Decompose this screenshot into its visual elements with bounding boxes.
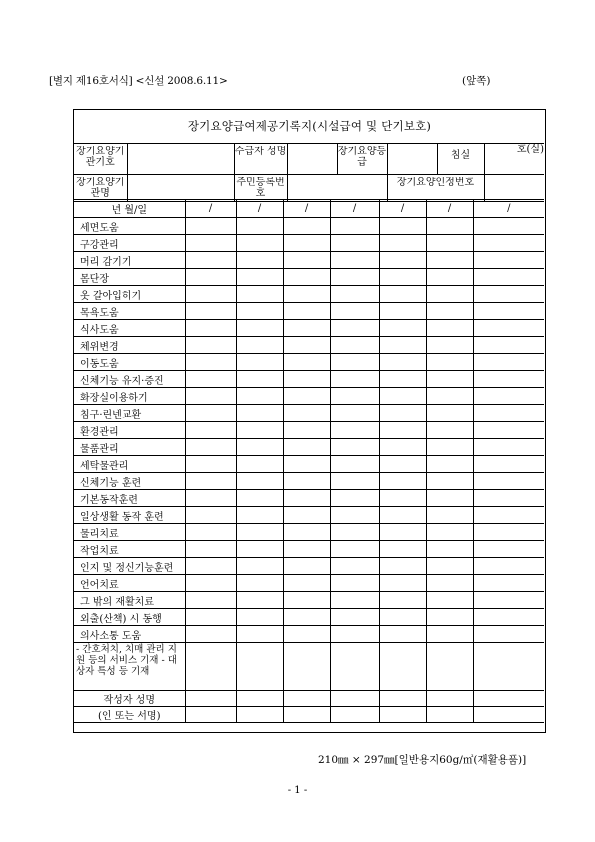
service-check-cell[interactable] (473, 388, 544, 405)
service-check-cell[interactable] (236, 507, 283, 524)
service-check-cell[interactable] (379, 286, 426, 303)
service-check-cell[interactable] (426, 456, 473, 473)
service-check-cell[interactable] (283, 354, 330, 371)
service-check-cell[interactable] (379, 473, 426, 490)
service-row (74, 575, 544, 592)
service-label: 세탁물관리 (74, 456, 185, 473)
service-check-cell[interactable] (426, 371, 473, 388)
service-check-cell[interactable] (330, 320, 379, 337)
service-row (74, 456, 544, 473)
service-check-cell[interactable] (236, 575, 283, 592)
service-check-cell[interactable] (473, 303, 544, 320)
service-check-cell[interactable] (185, 439, 236, 456)
service-check-cell[interactable] (185, 507, 236, 524)
service-check-cell[interactable] (330, 524, 379, 541)
service-check-cell[interactable] (379, 337, 426, 354)
service-check-cell[interactable] (283, 456, 330, 473)
service-check-cell[interactable] (330, 286, 379, 303)
form-number-label: [별지 제16호서식] <신설 2008.6.11> (49, 75, 228, 87)
service-check-cell[interactable] (236, 235, 283, 252)
service-check-cell[interactable] (185, 405, 236, 422)
service-row (74, 558, 544, 575)
service-check-cell[interactable] (330, 592, 379, 609)
service-check-cell[interactable] (379, 388, 426, 405)
service-check-cell[interactable] (426, 592, 473, 609)
date-cell[interactable]: / (236, 200, 283, 218)
service-check-cell[interactable] (330, 337, 379, 354)
service-check-cell[interactable] (236, 524, 283, 541)
service-check-cell[interactable] (185, 269, 236, 286)
service-row (74, 252, 544, 269)
notes-cell[interactable] (185, 643, 236, 691)
service-label: 목욕도움 (74, 303, 185, 320)
service-label: 언어치료 (74, 575, 185, 592)
service-check-cell[interactable] (236, 592, 283, 609)
service-check-cell[interactable] (185, 524, 236, 541)
service-check-cell[interactable] (236, 473, 283, 490)
service-check-cell[interactable] (426, 269, 473, 286)
service-check-cell[interactable] (330, 422, 379, 439)
record-form (73, 109, 546, 733)
service-row (74, 235, 544, 252)
agency-code-field[interactable] (127, 144, 234, 175)
service-label: 물리치료 (74, 524, 185, 541)
service-label: 화장실이용하기 (74, 388, 185, 405)
service-check-cell[interactable] (185, 558, 236, 575)
notes-cell[interactable] (473, 643, 544, 691)
service-label: 체위변경 (74, 337, 185, 354)
service-check-cell[interactable] (426, 524, 473, 541)
service-check-cell[interactable] (473, 286, 544, 303)
service-check-cell[interactable] (330, 575, 379, 592)
service-check-cell[interactable] (185, 320, 236, 337)
service-check-cell[interactable] (330, 626, 379, 643)
service-check-cell[interactable] (185, 626, 236, 643)
service-check-cell[interactable] (185, 286, 236, 303)
service-check-cell[interactable] (426, 218, 473, 235)
service-label: 인지 및 정신기능훈련 (74, 558, 185, 575)
service-check-cell[interactable] (330, 388, 379, 405)
info-table (74, 143, 544, 202)
service-check-cell[interactable] (330, 303, 379, 320)
service-row (74, 592, 544, 609)
signer-row (74, 707, 544, 723)
service-check-cell[interactable] (236, 269, 283, 286)
service-check-cell[interactable] (185, 609, 236, 626)
service-check-cell[interactable] (426, 286, 473, 303)
service-check-cell[interactable] (236, 456, 283, 473)
service-check-cell[interactable] (283, 218, 330, 235)
service-check-cell[interactable] (426, 609, 473, 626)
service-check-cell[interactable] (330, 490, 379, 507)
signer-cell[interactable] (330, 707, 379, 723)
service-check-cell[interactable] (473, 541, 544, 558)
service-check-cell[interactable] (236, 388, 283, 405)
service-check-cell[interactable] (473, 320, 544, 337)
agency-name-field[interactable] (127, 175, 234, 202)
signer-cell[interactable] (236, 707, 283, 723)
service-row (74, 524, 544, 541)
service-check-cell[interactable] (426, 541, 473, 558)
notes-cell[interactable] (379, 643, 426, 691)
service-label: 물품관리 (74, 439, 185, 456)
service-row (74, 218, 544, 235)
service-check-cell[interactable] (379, 303, 426, 320)
service-check-cell[interactable] (185, 218, 236, 235)
service-check-cell[interactable] (379, 235, 426, 252)
service-check-cell[interactable] (283, 609, 330, 626)
service-check-cell[interactable] (283, 541, 330, 558)
service-check-cell[interactable] (185, 490, 236, 507)
service-check-cell[interactable] (426, 388, 473, 405)
service-check-cell[interactable] (236, 439, 283, 456)
signer-cell[interactable] (330, 691, 379, 707)
recipient-name-field[interactable] (287, 144, 337, 175)
service-label: 그 밖의 재활치료 (74, 592, 185, 609)
service-check-cell[interactable] (379, 405, 426, 422)
service-row (74, 354, 544, 371)
service-check-cell[interactable] (236, 541, 283, 558)
service-check-cell[interactable] (185, 252, 236, 269)
service-grid (74, 199, 544, 723)
service-check-cell[interactable] (426, 303, 473, 320)
service-check-cell[interactable] (426, 558, 473, 575)
signer-cell[interactable] (473, 691, 544, 707)
service-check-cell[interactable] (283, 320, 330, 337)
service-label: 일상생활 동작 훈련 (74, 507, 185, 524)
service-check-cell[interactable] (236, 320, 283, 337)
service-check-cell[interactable] (426, 490, 473, 507)
page-side-label: (앞쪽) (462, 75, 491, 87)
service-check-cell[interactable] (185, 235, 236, 252)
notes-cell[interactable] (330, 643, 379, 691)
service-check-cell[interactable] (379, 541, 426, 558)
service-check-cell[interactable] (283, 592, 330, 609)
service-check-cell[interactable] (379, 575, 426, 592)
service-check-cell[interactable] (473, 422, 544, 439)
service-check-cell[interactable] (283, 575, 330, 592)
service-row (74, 541, 544, 558)
service-check-cell[interactable] (330, 439, 379, 456)
service-row (74, 371, 544, 388)
service-check-cell[interactable] (473, 218, 544, 235)
service-check-cell[interactable] (283, 252, 330, 269)
service-check-cell[interactable] (473, 575, 544, 592)
service-check-cell[interactable] (330, 456, 379, 473)
service-check-cell[interactable] (330, 609, 379, 626)
service-label: 세면도움 (74, 218, 185, 235)
service-check-cell[interactable] (185, 303, 236, 320)
cert-no-label: 장기요양인정번호 (387, 175, 484, 202)
service-check-cell[interactable] (185, 388, 236, 405)
service-check-cell[interactable] (236, 626, 283, 643)
signer-cell[interactable] (236, 691, 283, 707)
service-check-cell[interactable] (236, 354, 283, 371)
service-check-cell[interactable] (283, 490, 330, 507)
signer-row (74, 691, 544, 707)
signer-cell[interactable] (426, 707, 473, 723)
service-check-cell[interactable] (379, 422, 426, 439)
service-check-cell[interactable] (236, 337, 283, 354)
service-check-cell[interactable] (236, 405, 283, 422)
service-check-cell[interactable] (379, 269, 426, 286)
service-check-cell[interactable] (473, 252, 544, 269)
service-check-cell[interactable] (185, 575, 236, 592)
notes-label: - 간호처치, 치매 관리 지원 등의 서비스 기재 - 대상자 특성 등 기재 (74, 643, 185, 691)
service-check-cell[interactable] (379, 558, 426, 575)
service-row (74, 490, 544, 507)
service-label: 식사도움 (74, 320, 185, 337)
service-label: 침구·린넨교환 (74, 405, 185, 422)
date-cell[interactable]: / (473, 200, 544, 218)
service-check-cell[interactable] (379, 592, 426, 609)
service-check-cell[interactable] (185, 422, 236, 439)
service-check-cell[interactable] (426, 405, 473, 422)
service-check-cell[interactable] (426, 337, 473, 354)
date-cell[interactable]: / (185, 200, 236, 218)
service-label: 구강관리 (74, 235, 185, 252)
resident-id-label: 주민등록번호 (234, 175, 287, 202)
service-row (74, 286, 544, 303)
service-check-cell[interactable] (283, 626, 330, 643)
service-check-cell[interactable] (283, 405, 330, 422)
signer-cell[interactable] (283, 707, 330, 723)
service-check-cell[interactable] (379, 354, 426, 371)
service-label: 신체기능 훈련 (74, 473, 185, 490)
service-check-cell[interactable] (426, 354, 473, 371)
service-check-cell[interactable] (236, 422, 283, 439)
service-label: 외출(산책) 시 동행 (74, 609, 185, 626)
service-check-cell[interactable] (185, 371, 236, 388)
service-check-cell[interactable] (330, 269, 379, 286)
service-check-cell[interactable] (379, 524, 426, 541)
service-row (74, 609, 544, 626)
service-check-cell[interactable] (236, 252, 283, 269)
service-check-cell[interactable] (473, 609, 544, 626)
service-label: 머리 감기기 (74, 252, 185, 269)
service-check-cell[interactable] (283, 269, 330, 286)
service-check-cell[interactable] (473, 626, 544, 643)
service-check-cell[interactable] (426, 252, 473, 269)
service-check-cell[interactable] (236, 558, 283, 575)
service-row (74, 303, 544, 320)
service-check-cell[interactable] (330, 235, 379, 252)
service-check-cell[interactable] (379, 626, 426, 643)
service-row (74, 626, 544, 643)
signer-cell[interactable] (283, 691, 330, 707)
service-check-cell[interactable] (330, 507, 379, 524)
form-title: 장기요양급여제공기록지(시설급여 및 단기보호) (187, 119, 432, 133)
recipient-name-label: 수급자 성명 (234, 144, 287, 175)
service-check-cell[interactable] (426, 439, 473, 456)
service-check-cell[interactable] (185, 592, 236, 609)
service-check-cell[interactable] (379, 252, 426, 269)
service-check-cell[interactable] (473, 524, 544, 541)
service-check-cell[interactable] (426, 320, 473, 337)
service-check-cell[interactable] (426, 626, 473, 643)
service-label: 신체기능 유지·증진 (74, 371, 185, 388)
service-row (74, 388, 544, 405)
date-cell[interactable]: / (379, 200, 426, 218)
service-check-cell[interactable] (236, 490, 283, 507)
notes-cell[interactable] (426, 643, 473, 691)
service-check-cell[interactable] (330, 371, 379, 388)
cert-no-field[interactable] (484, 175, 544, 202)
signer-cell[interactable] (185, 707, 236, 723)
grade-label: 장기요양등급 (337, 144, 387, 175)
service-label: 옷 갈아입히기 (74, 286, 185, 303)
service-check-cell[interactable] (283, 558, 330, 575)
service-check-cell[interactable] (379, 218, 426, 235)
date-cell[interactable]: / (330, 200, 379, 218)
service-row (74, 422, 544, 439)
resident-id-field[interactable] (287, 175, 387, 202)
service-check-cell[interactable] (236, 609, 283, 626)
agency-name-label: 장기요양기관명 (74, 175, 127, 202)
notes-row (74, 643, 544, 691)
service-check-cell[interactable] (283, 422, 330, 439)
signer-cell[interactable] (379, 691, 426, 707)
room-label: 침실 (437, 144, 484, 175)
notes-cell[interactable] (236, 643, 283, 691)
service-row (74, 405, 544, 422)
service-check-cell[interactable] (473, 473, 544, 490)
service-check-cell[interactable] (330, 354, 379, 371)
service-check-cell[interactable] (283, 439, 330, 456)
service-check-cell[interactable] (379, 507, 426, 524)
signer-cell[interactable] (379, 707, 426, 723)
service-check-cell[interactable] (473, 371, 544, 388)
service-check-cell[interactable] (283, 524, 330, 541)
service-check-cell[interactable] (330, 558, 379, 575)
service-check-cell[interactable] (283, 337, 330, 354)
agency-code-label: 장기요양기관기호 (74, 144, 127, 175)
service-check-cell[interactable] (473, 490, 544, 507)
notes-cell[interactable] (283, 643, 330, 691)
service-check-cell[interactable] (426, 422, 473, 439)
service-check-cell[interactable] (330, 473, 379, 490)
signer-cell[interactable] (426, 691, 473, 707)
service-label: 기본동작훈련 (74, 490, 185, 507)
service-check-cell[interactable] (473, 439, 544, 456)
service-check-cell[interactable] (473, 592, 544, 609)
service-check-cell[interactable] (283, 507, 330, 524)
service-check-cell[interactable] (236, 303, 283, 320)
service-check-cell[interactable] (473, 558, 544, 575)
service-check-cell[interactable] (185, 456, 236, 473)
service-label: 의사소통 도움 (74, 626, 185, 643)
service-check-cell[interactable] (473, 507, 544, 524)
page-number: - 1 - (287, 785, 308, 796)
date-cell[interactable]: / (283, 200, 330, 218)
date-header-row (74, 200, 544, 218)
service-check-cell[interactable] (473, 269, 544, 286)
service-check-cell[interactable] (473, 337, 544, 354)
date-cell[interactable]: / (426, 200, 473, 218)
service-check-cell[interactable] (473, 456, 544, 473)
service-check-cell[interactable] (185, 337, 236, 354)
service-check-cell[interactable] (330, 218, 379, 235)
service-check-cell[interactable] (330, 405, 379, 422)
service-row (74, 320, 544, 337)
date-header-label: 년 월/일 (74, 200, 185, 218)
service-check-cell[interactable] (426, 235, 473, 252)
service-check-cell[interactable] (283, 371, 330, 388)
service-check-cell[interactable] (185, 541, 236, 558)
paper-size-note: 210㎜ × 297㎜[일반용지60g/㎡(재활용품)] (318, 754, 527, 766)
service-check-cell[interactable] (426, 575, 473, 592)
service-check-cell[interactable] (379, 439, 426, 456)
service-check-cell[interactable] (426, 507, 473, 524)
service-check-cell[interactable] (283, 473, 330, 490)
service-label: 몸단장 (74, 269, 185, 286)
service-check-cell[interactable] (379, 371, 426, 388)
service-check-cell[interactable] (473, 235, 544, 252)
service-check-cell[interactable] (379, 456, 426, 473)
service-check-cell[interactable] (473, 354, 544, 371)
service-check-cell[interactable] (379, 609, 426, 626)
service-check-cell[interactable] (330, 252, 379, 269)
service-check-cell[interactable] (236, 218, 283, 235)
grade-field[interactable] (387, 144, 437, 175)
service-check-cell[interactable] (379, 490, 426, 507)
signer-name-label: 작성자 성명 (74, 691, 185, 707)
service-check-cell[interactable] (379, 320, 426, 337)
service-row (74, 269, 544, 286)
room-field[interactable]: 호(실) (484, 144, 544, 175)
service-check-cell[interactable] (426, 473, 473, 490)
signer-cell[interactable] (473, 707, 544, 723)
service-check-cell[interactable] (236, 286, 283, 303)
service-label: 환경관리 (74, 422, 185, 439)
service-check-cell[interactable] (283, 303, 330, 320)
service-label: 이동도움 (74, 354, 185, 371)
service-check-cell[interactable] (236, 371, 283, 388)
service-check-cell[interactable] (473, 405, 544, 422)
service-row (74, 439, 544, 456)
service-check-cell[interactable] (283, 235, 330, 252)
service-check-cell[interactable] (283, 388, 330, 405)
signer-cell[interactable] (185, 691, 236, 707)
service-check-cell[interactable] (330, 541, 379, 558)
service-row (74, 337, 544, 354)
service-row (74, 473, 544, 490)
service-check-cell[interactable] (185, 354, 236, 371)
service-row (74, 507, 544, 524)
service-check-cell[interactable] (185, 473, 236, 490)
signer-sign-label: (인 또는 서명) (74, 707, 185, 723)
service-check-cell[interactable] (283, 286, 330, 303)
service-label: 작업치료 (74, 541, 185, 558)
